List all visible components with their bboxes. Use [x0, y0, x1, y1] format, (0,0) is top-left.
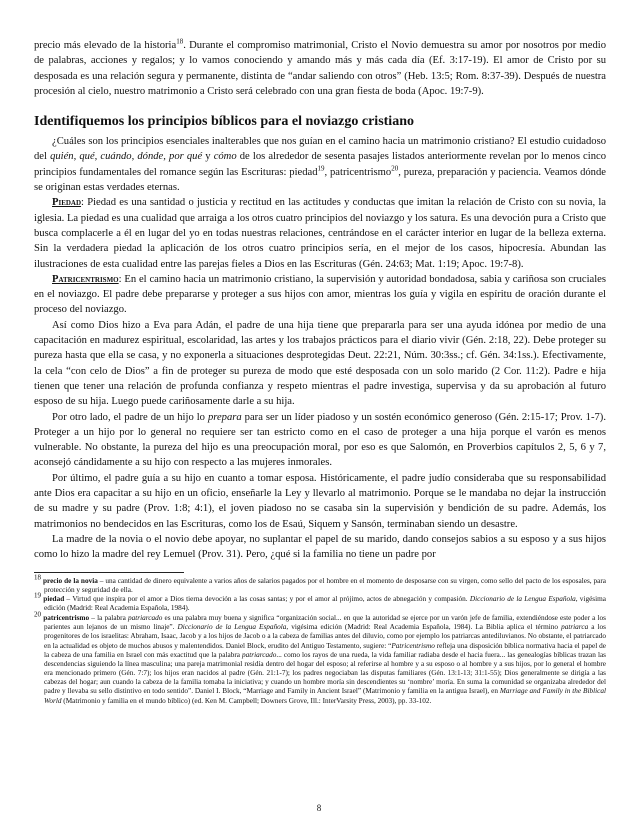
footnote-term: precio de la novia	[42, 576, 98, 585]
body-text	[34, 38, 606, 563]
footnote-term: patricentrismo	[43, 614, 90, 623]
paragraph-piedad	[34, 195, 606, 271]
text-run: . Durante el compromiso matrimonial, Cristo el Novio demuestra su amor por nosotros por medio de palabras, acciones y regalos; y lo vamos conociendo y amando más y más cada día (Ef. 3:17-19). El amor de Cristo por su desposada es una relación segura y permanente, distinta de “andar saliendo con otros” (Heb. 13:5; Rom. 8:37-39). Después de nuestra procesión al cielo, nuestro matrimonio a Cristo será celebrado con una gran fiesta de boda (Apoc. 19:7-9).	[34, 40, 606, 97]
text-run: : En el camino hacia un matrimonio cristiano, la supervisión y autoridad bondadosa, sabia y cariñosa son cruciales en el noviazgo. El padre debe prepararse y proteger a sus hijos con amor, mientras los guía y vigila en espíritu de oración durante el proceso del noviazgo.	[34, 273, 606, 316]
text-run: – una cantidad de dinero equivalente a varios años de salarios pagados por el hombre en el momento de desposarse con su virgen, como sello del pacto de los esposales, para protección y seguridad de ella.	[44, 576, 607, 594]
footnote-18	[34, 573, 607, 595]
footnote-ref-19[interactable]: 19	[317, 164, 325, 173]
paragraph-intro	[34, 38, 606, 99]
italic-text: Marriage and Family in the Biblical World	[44, 687, 606, 705]
term-piedad: Piedad	[52, 197, 82, 209]
text-run: para ser un líder piadoso y un sostén económico generoso (Gén. 2:15-17; Prov. 1-7). Proteger a un hijo por lo general no requiere ser tan estricto como en el caso de proteger a una hija porque el varón es menos vulnerable. No obstante, la pureza del hijo es una preocupación moral, por eso es que Salomón, en Proverbios capítulos 2, 5, 6 y 7, aconsejó cándidamente a su hijo con respecto a las mujeres inmorales.	[34, 411, 606, 469]
text-run: y	[202, 151, 214, 163]
term-patricentrismo: Patricentrismo	[52, 273, 119, 285]
text-run: ¿Cuáles son los principios esenciales inalterables que nos guían en el camino hacia un matrimonio cristiano? El estudio cuidadoso del	[34, 136, 606, 163]
text-run: – Virtud que inspira por el amor a Dios tierna devoción a las cosas santas; y por el amor al prójimo, actos de abnegación y compasión.	[64, 595, 470, 604]
text-run: , pureza, preparación y paciencia. Veamos dónde se originan estas verdades eternas.	[34, 166, 606, 194]
paragraph-mother: La madre de la novia o el novio debe apoyar, no suplantar el papel de su marido, dando consejos sabios a su esposo y a sus hijos como lo hizo la madre del rey Lemuel (Prov. 31). Pero, ¿qué si la familia no tiene un padre por	[34, 533, 606, 561]
footnote-number: 19	[34, 591, 41, 600]
text-run: : Piedad es una santidad o justicia y rectitud en las actitudes y conductas que imitan la relación de Cristo con su novia, la iglesia. La piedad es una cualidad que arraiga a los otros cuatro principios del noviazgo y los satura. Es una devoción pura a Cristo que busca complacerle a él en lugar del yo en todas nuestras relaciones, centrándose en el carácter interior en lugar de la belleza externa. Sin la verdadera piedad la aplicación de los otros cuatro principios sería, en el mejor de los casos, hipocresía. Abundan las ilustraciones de esta cualidad entre las parejas fieles a Dios en las Escrituras (Gén. 24:63; Mat. 1:19; Apoc. 19:7-8).	[34, 197, 606, 270]
italic-text: quién, qué, cuándo, dónde, por qué	[50, 151, 203, 163]
page-number: 8	[316, 803, 322, 813]
text-run: , vigésima edición (Madrid: Real Academia Española, 1984).	[44, 595, 606, 613]
footnote-20	[34, 610, 607, 706]
text-run: ... como los rayos de una rueda, la vida familiar radiaba desde el hacia fuera... las genealogías bíblicas trazan las descendencias siguiendo la línea masculina; una pareja matrimonial residía dentro del hogar del esposo; al referirse al hombre y a su esposo o al hombre y a sus hijos, por lo general el hombre era mencionado primero (Gén. 7:7); los hijos eran nacidos al padre (Gén. 21:1-7); los padres negociaban las disputas familiares (Gén. 13:1-13; 31:1-55); Dios generalmente se dirigía a las cabezas del hogar; aun cuando la cabeza de la familia tomaba la iniciativa; y cuando un hombre moría sin descendientes su ‘nombre’ moría. En suma la comunidad se organizaba alrededor del padre y llevaba su sello distintivo en todo sentido”. Daniel I. Block, “Marriage and Family in Ancient Israel” (Matrimonio y familia en la antigua Israel), en	[44, 650, 606, 696]
footnote-19	[34, 591, 606, 613]
footnote-number: 18	[34, 573, 41, 582]
footnote-term: piedad	[43, 595, 65, 604]
paragraph-father-son	[34, 410, 606, 471]
text-run: – la palabra	[89, 614, 128, 623]
footnote-separator	[34, 572, 184, 573]
section-heading: Identifiquemos los principios bíblicos para el noviazgo cristiano	[34, 114, 414, 130]
text-run: precio más elevado de la historia	[34, 40, 177, 51]
italic-text: Diccionario de la Lengua Española	[469, 595, 576, 604]
footnotes	[34, 573, 607, 706]
italic-text: patriarca	[561, 623, 589, 632]
text-run: , vigésima edición (Madrid: Real Academia Española, 1984). La Biblia aplica el término	[286, 623, 562, 632]
paragraph-principles	[34, 134, 606, 195]
paragraph-father-daughter: Así como Dios hizo a Eva para Adán, el padre de una hija tiene que prepararla para ser una ayuda idónea por medio de una capacitación en madurez espiritual, escolaridad, las artes y los trabajos prácticos para el diario vivir (Gén. 2:18, 22). Debe proteger su pureza hasta que ella se casa, y no exponerla a situaciones desprotegidas Deut. 22:21, Núm. 30:3ss.; cf. Gén. 34:1ss.). Efectivamente, la cela “con celo de Dios” a fin de proteger su pureza de modo que esté desposada con un solo marido (2 Cor. 11:2). Padre e hija tienen que tener una relación de profunda confianza y respeto mientras el padre investiga, supervisa y da su aprobación al futuro esposo de su hija. Luego puede cariñosamente darle a su hija.	[34, 319, 606, 408]
footnote-number: 20	[34, 610, 41, 619]
italic-text: cómo	[213, 151, 237, 163]
text-run: a los progenitores de los israelitas: Abraham, Isaac, Jacob y a los hijos de Jacob o a la cabeza de familias antes del diluvio, como por ejemplo los patriarcas antediluvianos. No obstante, el patriarcado en la actualidad es objeto de muchos abusos y malentendidos. Daniel Block, erudito del Antiguo Testamento, sugiere: “	[44, 623, 606, 650]
footnote-ref-20[interactable]: 20	[391, 164, 399, 173]
text-run: , patricentrismo	[324, 166, 392, 178]
paragraph-father-guides: Por último, el padre guía a su hijo en cuanto a tomar esposa. Históricamente, el padre judío consideraba que su responsabilidad ante Dios era capacitar a su hijo en un oficio, enseñarle la Ley y llevarlo al matrimonio. Porque se le mandaba no dejar la instrucción de su madre y su padre (Prov. 1:8; 4:1), el joven piadoso no se casaba sin la supervisión y bendición de su padre. Además, los matrimonios no bendecidos en las Escrituras, como los de Esaú, Siquem y Sansón, terminaban siendo un desastre.	[34, 472, 606, 530]
paragraph-patricentrismo	[34, 272, 606, 318]
italic-text: Patricentrismo	[391, 641, 435, 650]
footnote-ref-18[interactable]: 18	[176, 37, 184, 46]
text-run: (Matrimonio y familia en el mundo bíblico) (ed. Ken M. Campbell; Downers Grove, Ill.: InterVarsity Press, 2003), pp. 33-102.	[61, 696, 432, 705]
italic-text: patriarcado	[242, 650, 277, 659]
text-run: es una palabra muy buena y significa “organización social... en que la autoridad se ejerce por un varón jefe de familia, extendiéndose este poder a los parientes aun lejanos de un mismo linaje”.	[44, 614, 607, 632]
text-run: de los alrededor de sesenta pasajes listados anteriormente revelan por lo menos cinco principios fundamentales del romance según las Escrituras: piedad	[34, 151, 607, 178]
italic-text: patriarcado	[127, 614, 163, 623]
text-run: refleja una disposición bíblica normativa hacia el papel de la cabeza de una familia en Israel con más exactitud que la palabra	[44, 641, 606, 659]
italic-text: prepara	[207, 411, 242, 423]
italic-text: Diccionario de la Lengua Española	[177, 623, 287, 632]
text-run: Por otro lado, el padre de un hijo lo	[52, 411, 208, 423]
